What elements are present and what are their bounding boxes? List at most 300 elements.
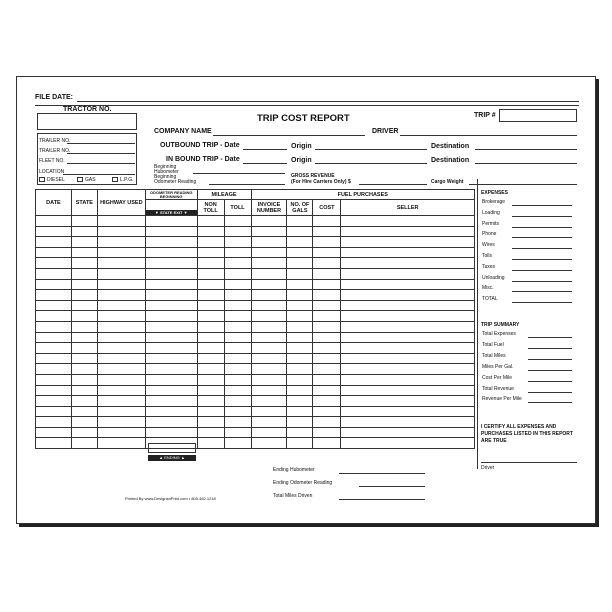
cell-cost[interactable] bbox=[313, 311, 341, 322]
summary-item-line[interactable] bbox=[528, 348, 572, 349]
table-row bbox=[36, 385, 475, 396]
cell-seller[interactable] bbox=[341, 385, 475, 396]
cell-odometer[interactable] bbox=[145, 268, 197, 279]
cell-invoice[interactable] bbox=[251, 417, 287, 428]
cell-invoice[interactable] bbox=[251, 258, 287, 269]
cell-odometer[interactable] bbox=[145, 279, 197, 290]
company-name-line[interactable] bbox=[213, 135, 365, 136]
cell-gals[interactable] bbox=[287, 321, 313, 332]
beginning-odo-line[interactable] bbox=[209, 184, 285, 185]
cell-highway[interactable] bbox=[97, 311, 145, 322]
cell-odometer[interactable] bbox=[145, 332, 197, 343]
table-row bbox=[36, 374, 475, 385]
cell-cost[interactable] bbox=[313, 216, 341, 227]
outbound-date-line[interactable] bbox=[243, 149, 287, 150]
cell-toll[interactable] bbox=[224, 406, 251, 417]
cell-seller[interactable] bbox=[341, 279, 475, 290]
cell-highway[interactable] bbox=[97, 226, 145, 237]
cell-non-toll[interactable] bbox=[197, 290, 224, 301]
col-non-toll: NON TOLL bbox=[197, 200, 224, 216]
cell-non-toll[interactable] bbox=[197, 226, 224, 237]
cell-non-toll[interactable] bbox=[197, 247, 224, 258]
header-rule bbox=[35, 105, 579, 106]
cell-invoice[interactable] bbox=[251, 438, 287, 449]
cell-highway[interactable] bbox=[97, 438, 145, 449]
file-date-label: FILE DATE: bbox=[35, 94, 73, 101]
cell-gals[interactable] bbox=[287, 417, 313, 428]
cell-odometer[interactable] bbox=[145, 385, 197, 396]
summary-item-line[interactable] bbox=[528, 381, 572, 382]
cell-date[interactable] bbox=[36, 237, 72, 248]
cell-odometer[interactable] bbox=[145, 247, 197, 258]
cell-invoice[interactable] bbox=[251, 343, 287, 354]
cell-cost[interactable] bbox=[313, 343, 341, 354]
cell-toll[interactable] bbox=[224, 279, 251, 290]
cell-non-toll[interactable] bbox=[197, 406, 224, 417]
summary-item-label: Cost Per Mile bbox=[482, 374, 513, 381]
tractor-no-label: TRACTOR NO. bbox=[63, 106, 112, 113]
cell-gals[interactable] bbox=[287, 374, 313, 385]
cell-highway[interactable] bbox=[97, 237, 145, 248]
cell-cost[interactable] bbox=[313, 321, 341, 332]
cell-toll[interactable] bbox=[224, 332, 251, 343]
cell-gals[interactable] bbox=[287, 396, 313, 407]
cell-odometer[interactable] bbox=[145, 311, 197, 322]
cell-seller[interactable] bbox=[341, 353, 475, 364]
cell-state[interactable] bbox=[71, 226, 97, 237]
trip-no-box[interactable] bbox=[499, 109, 577, 122]
tractor-no-box[interactable] bbox=[37, 113, 137, 130]
cell-seller[interactable] bbox=[341, 216, 475, 227]
cell-seller[interactable] bbox=[341, 396, 475, 407]
cell-cost[interactable] bbox=[313, 290, 341, 301]
gross-revenue-line[interactable] bbox=[359, 184, 427, 185]
cell-invoice[interactable] bbox=[251, 311, 287, 322]
cell-date[interactable] bbox=[36, 438, 72, 449]
cell-cost[interactable] bbox=[313, 374, 341, 385]
expense-item-label: Loading bbox=[482, 209, 500, 216]
expense-item-line[interactable] bbox=[512, 227, 572, 228]
inbound-origin-line[interactable] bbox=[315, 163, 427, 164]
cell-state[interactable] bbox=[71, 311, 97, 322]
trailer-no-1-label: TRAILER NO. bbox=[39, 138, 71, 144]
cell-highway[interactable] bbox=[97, 300, 145, 311]
cell-gals[interactable] bbox=[287, 406, 313, 417]
cell-gals[interactable] bbox=[287, 279, 313, 290]
cell-cost[interactable] bbox=[313, 385, 341, 396]
cell-highway[interactable] bbox=[97, 279, 145, 290]
cell-seller[interactable] bbox=[341, 226, 475, 237]
fuel-type-lpg[interactable]: L.P.G. bbox=[112, 177, 134, 183]
expense-item-line[interactable] bbox=[512, 302, 572, 303]
cell-non-toll[interactable] bbox=[197, 374, 224, 385]
summary-item-line[interactable] bbox=[528, 402, 572, 403]
cell-state[interactable] bbox=[71, 279, 97, 290]
printed-by-text: Printed By www.DesignsnPrint.com • 800.462.1218 bbox=[125, 496, 216, 501]
cell-seller[interactable] bbox=[341, 332, 475, 343]
cell-date[interactable] bbox=[36, 396, 72, 407]
cargo-weight-label: Cargo Weight bbox=[431, 179, 464, 185]
cell-date[interactable] bbox=[36, 332, 72, 343]
cell-non-toll[interactable] bbox=[197, 353, 224, 364]
expense-item-label: Taxes bbox=[482, 263, 496, 270]
cell-odometer[interactable] bbox=[145, 417, 197, 428]
cell-toll[interactable] bbox=[224, 353, 251, 364]
expense-item-label: Misc. bbox=[482, 285, 494, 292]
cell-non-toll[interactable] bbox=[197, 385, 224, 396]
cargo-weight-line[interactable] bbox=[469, 184, 577, 185]
inbound-date-line[interactable] bbox=[243, 163, 287, 164]
cell-non-toll[interactable] bbox=[197, 417, 224, 428]
cell-state[interactable] bbox=[71, 216, 97, 227]
file-date-line[interactable] bbox=[77, 101, 579, 102]
cell-non-toll[interactable] bbox=[197, 364, 224, 375]
table-row bbox=[36, 216, 475, 227]
cell-odometer[interactable] bbox=[145, 300, 197, 311]
cell-date[interactable] bbox=[36, 343, 72, 354]
cell-date[interactable] bbox=[36, 427, 72, 438]
cell-state[interactable] bbox=[71, 417, 97, 428]
fuel-type-diesel[interactable]: DIESEL bbox=[39, 177, 65, 183]
cell-odometer[interactable] bbox=[145, 290, 197, 301]
cell-toll[interactable] bbox=[224, 311, 251, 322]
cell-cost[interactable] bbox=[313, 247, 341, 258]
cell-gals[interactable] bbox=[287, 438, 313, 449]
cell-toll[interactable] bbox=[224, 247, 251, 258]
cell-state[interactable] bbox=[71, 374, 97, 385]
cell-non-toll[interactable] bbox=[197, 300, 224, 311]
cell-cost[interactable] bbox=[313, 237, 341, 248]
expense-item-label: Unloading bbox=[482, 274, 505, 281]
cell-highway[interactable] bbox=[97, 343, 145, 354]
cell-toll[interactable] bbox=[224, 226, 251, 237]
summary-item-line[interactable] bbox=[528, 337, 572, 338]
outbound-destination-label: Destination bbox=[431, 143, 470, 150]
cell-cost[interactable] bbox=[313, 364, 341, 375]
driver-signature-line[interactable] bbox=[481, 462, 577, 463]
odometer-label: ODOMETER READING bbox=[149, 189, 193, 195]
cell-date[interactable] bbox=[36, 226, 72, 237]
cell-gals[interactable] bbox=[287, 258, 313, 269]
cell-gals[interactable] bbox=[287, 427, 313, 438]
cell-invoice[interactable] bbox=[251, 396, 287, 407]
cell-date[interactable] bbox=[36, 385, 72, 396]
cell-non-toll[interactable] bbox=[197, 332, 224, 343]
cell-cost[interactable] bbox=[313, 332, 341, 343]
cell-non-toll[interactable] bbox=[197, 279, 224, 290]
cell-toll[interactable] bbox=[224, 258, 251, 269]
expense-item-line[interactable] bbox=[512, 248, 572, 249]
cell-invoice[interactable] bbox=[251, 406, 287, 417]
expense-item-label: Permits bbox=[482, 220, 499, 227]
cell-toll[interactable] bbox=[224, 343, 251, 354]
ending-odometer-box[interactable] bbox=[148, 443, 196, 453]
cell-toll[interactable] bbox=[224, 290, 251, 301]
cell-highway[interactable] bbox=[97, 364, 145, 375]
cell-toll[interactable] bbox=[224, 374, 251, 385]
cell-invoice[interactable] bbox=[251, 385, 287, 396]
driver-label: DRIVER bbox=[372, 128, 399, 135]
cell-gals[interactable] bbox=[287, 364, 313, 375]
cell-gals[interactable] bbox=[287, 385, 313, 396]
outbound-origin-line[interactable] bbox=[315, 149, 427, 150]
cell-non-toll[interactable] bbox=[197, 438, 224, 449]
total-miles-line[interactable] bbox=[339, 499, 425, 500]
cell-invoice[interactable] bbox=[251, 216, 287, 227]
cell-seller[interactable] bbox=[341, 427, 475, 438]
cell-highway[interactable] bbox=[97, 406, 145, 417]
cell-seller[interactable] bbox=[341, 258, 475, 269]
cell-seller[interactable] bbox=[341, 311, 475, 322]
odometer-sub-label: BEGINNING bbox=[159, 193, 183, 199]
cell-seller[interactable] bbox=[341, 406, 475, 417]
cell-toll[interactable] bbox=[224, 321, 251, 332]
summary-item-label: Miles Per Gal. bbox=[482, 363, 514, 370]
fleet-no-line[interactable] bbox=[67, 163, 135, 164]
cell-gals[interactable] bbox=[287, 353, 313, 364]
cell-invoice[interactable] bbox=[251, 353, 287, 364]
driver-line[interactable] bbox=[400, 135, 577, 136]
col-state: STATE bbox=[71, 190, 97, 216]
cell-highway[interactable] bbox=[97, 417, 145, 428]
cell-gals[interactable] bbox=[287, 226, 313, 237]
cell-cost[interactable] bbox=[313, 417, 341, 428]
cell-highway[interactable] bbox=[97, 268, 145, 279]
inbound-origin-label: Origin bbox=[291, 157, 312, 164]
cell-toll[interactable] bbox=[224, 364, 251, 375]
cell-odometer[interactable] bbox=[145, 353, 197, 364]
beginning-hub-line[interactable] bbox=[193, 173, 285, 174]
cell-date[interactable] bbox=[36, 311, 72, 322]
cell-gals[interactable] bbox=[287, 216, 313, 227]
cell-seller[interactable] bbox=[341, 290, 475, 301]
location-line[interactable] bbox=[63, 174, 135, 175]
cell-state[interactable] bbox=[71, 406, 97, 417]
cell-highway[interactable] bbox=[97, 321, 145, 332]
cell-date[interactable] bbox=[36, 290, 72, 301]
cell-toll[interactable] bbox=[224, 237, 251, 248]
summary-item-line[interactable] bbox=[528, 370, 572, 371]
cell-gals[interactable] bbox=[287, 343, 313, 354]
cell-highway[interactable] bbox=[97, 374, 145, 385]
cell-gals[interactable] bbox=[287, 237, 313, 248]
cell-state[interactable] bbox=[71, 427, 97, 438]
cell-non-toll[interactable] bbox=[197, 427, 224, 438]
cell-date[interactable] bbox=[36, 247, 72, 258]
expense-item-label: Wires bbox=[482, 242, 495, 249]
cell-invoice[interactable] bbox=[251, 364, 287, 375]
cell-odometer[interactable] bbox=[145, 406, 197, 417]
cell-seller[interactable] bbox=[341, 374, 475, 385]
cell-date[interactable] bbox=[36, 268, 72, 279]
cell-odometer[interactable] bbox=[145, 396, 197, 407]
cell-non-toll[interactable] bbox=[197, 311, 224, 322]
cell-gals[interactable] bbox=[287, 268, 313, 279]
cell-seller[interactable] bbox=[341, 237, 475, 248]
cell-invoice[interactable] bbox=[251, 268, 287, 279]
cell-state[interactable] bbox=[71, 247, 97, 258]
expense-item-line[interactable] bbox=[512, 281, 572, 282]
table-row bbox=[36, 417, 475, 428]
cell-odometer[interactable] bbox=[145, 374, 197, 385]
expense-item-line[interactable] bbox=[512, 259, 572, 260]
cell-toll[interactable] bbox=[224, 427, 251, 438]
cell-state[interactable] bbox=[71, 438, 97, 449]
cell-invoice[interactable] bbox=[251, 332, 287, 343]
inbound-label: IN BOUND TRIP - Date bbox=[166, 156, 240, 163]
ending-hubometer-line[interactable] bbox=[339, 473, 425, 474]
cell-non-toll[interactable] bbox=[197, 343, 224, 354]
cell-invoice[interactable] bbox=[251, 237, 287, 248]
cell-highway[interactable] bbox=[97, 258, 145, 269]
cell-invoice[interactable] bbox=[251, 279, 287, 290]
summary-item-label: Total Fuel bbox=[482, 341, 504, 348]
summary-item-line[interactable] bbox=[528, 392, 572, 393]
cell-seller[interactable] bbox=[341, 268, 475, 279]
inbound-destination-line[interactable] bbox=[475, 163, 577, 164]
cell-odometer[interactable] bbox=[145, 364, 197, 375]
gross-revenue-sub: (For Hire Carriers Only) $ bbox=[291, 179, 351, 185]
table-row bbox=[36, 343, 475, 354]
cell-cost[interactable] bbox=[313, 258, 341, 269]
cell-date[interactable] bbox=[36, 279, 72, 290]
cell-invoice[interactable] bbox=[251, 300, 287, 311]
summary-item-line[interactable] bbox=[528, 359, 572, 360]
cell-non-toll[interactable] bbox=[197, 321, 224, 332]
cell-invoice[interactable] bbox=[251, 226, 287, 237]
expense-item-line[interactable] bbox=[512, 270, 572, 271]
cell-toll[interactable] bbox=[224, 417, 251, 428]
cell-date[interactable] bbox=[36, 406, 72, 417]
cell-date[interactable] bbox=[36, 300, 72, 311]
cell-highway[interactable] bbox=[97, 427, 145, 438]
col-seller: SELLER bbox=[341, 200, 475, 216]
cell-non-toll[interactable] bbox=[197, 258, 224, 269]
cell-cost[interactable] bbox=[313, 438, 341, 449]
cell-highway[interactable] bbox=[97, 396, 145, 407]
cell-highway[interactable] bbox=[97, 216, 145, 227]
cell-non-toll[interactable] bbox=[197, 216, 224, 227]
cell-seller[interactable] bbox=[341, 417, 475, 428]
cell-toll[interactable] bbox=[224, 438, 251, 449]
cell-seller[interactable] bbox=[341, 438, 475, 449]
ending-hubometer-label: Ending Hubometer bbox=[273, 467, 315, 473]
cell-highway[interactable] bbox=[97, 332, 145, 343]
cell-seller[interactable] bbox=[341, 343, 475, 354]
outbound-destination-line[interactable] bbox=[475, 149, 577, 150]
cell-state[interactable] bbox=[71, 258, 97, 269]
cell-state[interactable] bbox=[71, 364, 97, 375]
cell-cost[interactable] bbox=[313, 226, 341, 237]
trailer-no-2-line[interactable] bbox=[67, 153, 135, 154]
cell-cost[interactable] bbox=[313, 279, 341, 290]
cell-date[interactable] bbox=[36, 364, 72, 375]
cell-odometer[interactable] bbox=[145, 321, 197, 332]
cell-toll[interactable] bbox=[224, 300, 251, 311]
cell-gals[interactable] bbox=[287, 332, 313, 343]
cell-state[interactable] bbox=[71, 332, 97, 343]
cell-seller[interactable] bbox=[341, 364, 475, 375]
cell-date[interactable] bbox=[36, 353, 72, 364]
cell-highway[interactable] bbox=[97, 290, 145, 301]
cell-gals[interactable] bbox=[287, 300, 313, 311]
cell-seller[interactable] bbox=[341, 300, 475, 311]
expense-item-line[interactable] bbox=[512, 237, 572, 238]
expense-item-line[interactable] bbox=[512, 216, 572, 217]
table-row bbox=[36, 353, 475, 364]
trailer-no-1-line[interactable] bbox=[67, 143, 135, 144]
col-toll: TOLL bbox=[224, 200, 251, 216]
cell-toll[interactable] bbox=[224, 216, 251, 227]
cell-invoice[interactable] bbox=[251, 247, 287, 258]
cell-state[interactable] bbox=[71, 300, 97, 311]
cell-cost[interactable] bbox=[313, 396, 341, 407]
expense-item-line[interactable] bbox=[512, 205, 572, 206]
cell-state[interactable] bbox=[71, 268, 97, 279]
cell-cost[interactable] bbox=[313, 353, 341, 364]
cell-odometer[interactable] bbox=[145, 343, 197, 354]
outbound-origin-label: Origin bbox=[291, 143, 312, 150]
cell-odometer[interactable] bbox=[145, 226, 197, 237]
cell-state[interactable] bbox=[71, 353, 97, 364]
cell-non-toll[interactable] bbox=[197, 396, 224, 407]
cell-non-toll[interactable] bbox=[197, 237, 224, 248]
odometer-entry-cell[interactable] bbox=[145, 200, 197, 216]
cell-highway[interactable] bbox=[97, 247, 145, 258]
trip-log-table bbox=[35, 189, 475, 449]
cell-odometer[interactable] bbox=[145, 427, 197, 438]
cell-state[interactable] bbox=[71, 396, 97, 407]
cell-gals[interactable] bbox=[287, 311, 313, 322]
cell-toll[interactable] bbox=[224, 385, 251, 396]
expense-item-line[interactable] bbox=[512, 291, 572, 292]
cell-state[interactable] bbox=[71, 321, 97, 332]
cell-state[interactable] bbox=[71, 343, 97, 354]
cell-cost[interactable] bbox=[313, 406, 341, 417]
cell-state[interactable] bbox=[71, 290, 97, 301]
cell-cost[interactable] bbox=[313, 427, 341, 438]
cell-state[interactable] bbox=[71, 385, 97, 396]
cell-gals[interactable] bbox=[287, 247, 313, 258]
cell-invoice[interactable] bbox=[251, 321, 287, 332]
cell-seller[interactable] bbox=[341, 247, 475, 258]
cell-state[interactable] bbox=[71, 237, 97, 248]
cell-toll[interactable] bbox=[224, 268, 251, 279]
cell-cost[interactable] bbox=[313, 300, 341, 311]
cell-invoice[interactable] bbox=[251, 374, 287, 385]
cell-date[interactable] bbox=[36, 216, 72, 227]
summary-item-label: Total Miles bbox=[482, 352, 506, 359]
cell-highway[interactable] bbox=[97, 353, 145, 364]
cell-highway[interactable] bbox=[97, 385, 145, 396]
cell-gals[interactable] bbox=[287, 290, 313, 301]
cell-odometer[interactable] bbox=[145, 237, 197, 248]
cell-odometer[interactable] bbox=[145, 216, 197, 227]
ending-odometer-line[interactable] bbox=[359, 486, 425, 487]
cell-cost[interactable] bbox=[313, 268, 341, 279]
cell-invoice[interactable] bbox=[251, 290, 287, 301]
cell-date[interactable] bbox=[36, 258, 72, 269]
cell-date[interactable] bbox=[36, 321, 72, 332]
cell-date[interactable] bbox=[36, 374, 72, 385]
cell-non-toll[interactable] bbox=[197, 268, 224, 279]
fuel-type-gas[interactable]: GAS bbox=[77, 177, 96, 183]
cell-odometer[interactable] bbox=[145, 258, 197, 269]
cell-toll[interactable] bbox=[224, 396, 251, 407]
cell-date[interactable] bbox=[36, 417, 72, 428]
cell-seller[interactable] bbox=[341, 321, 475, 332]
cell-invoice[interactable] bbox=[251, 427, 287, 438]
